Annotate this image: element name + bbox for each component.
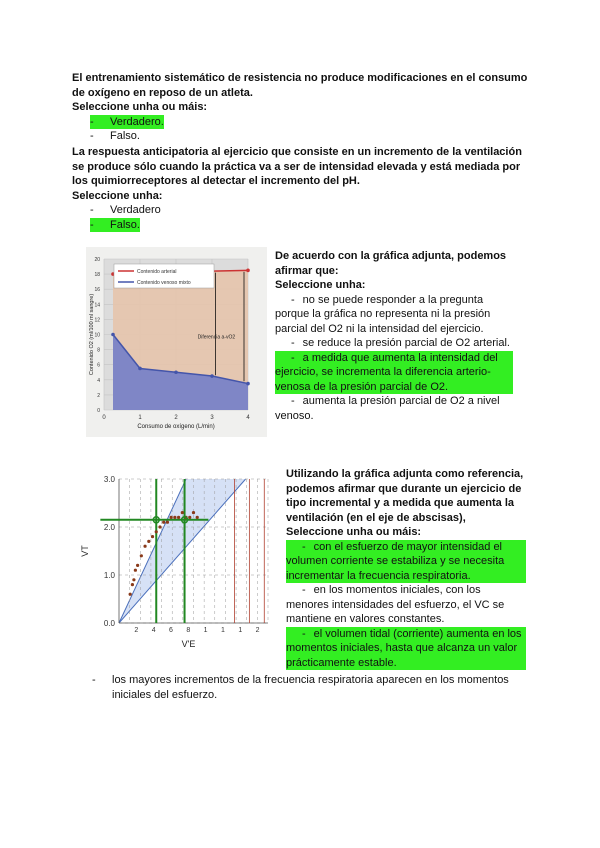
vt-ve-chart <box>74 467 280 657</box>
x-tick-label: 6 <box>169 627 173 634</box>
q4-option-4[interactable]: - los mayores incrementos de la frecuencia respiratoria aparecen en los momentos iniciales del esfuerzo. <box>92 674 509 701</box>
data-point <box>173 516 176 519</box>
question-3 <box>275 249 513 423</box>
o2-content-chart <box>86 247 267 437</box>
avo2-annotation: Diferencia a-vO2 <box>197 334 236 341</box>
y-tick-label: 12 <box>94 317 100 324</box>
x-axis-label: Consumo de oxígeno (L/min) <box>137 424 215 430</box>
data-point <box>170 516 173 519</box>
data-point <box>131 583 134 586</box>
question-2-prompt: Seleccione unha: <box>72 189 163 202</box>
x-tick-label: 0 <box>102 415 106 421</box>
x-tick-label: 4 <box>246 415 250 421</box>
x-tick-label: 8 <box>186 627 191 634</box>
x-tick-label: 1 <box>221 627 225 634</box>
q2-option-2[interactable]: - Falso. <box>90 218 140 231</box>
x-tick-label: 1 <box>138 415 142 421</box>
q3-option-1[interactable]: - no se puede responder a la pregunta porque la gráfica no representa ni la presión parcial del O2 ni la intensidad del ejercicio. <box>275 293 491 335</box>
venous-point <box>246 382 250 386</box>
venous-point <box>138 367 142 371</box>
question-1-prompt: Seleccione unha ou máis: <box>72 101 208 113</box>
question-3-text: De acuerdo con la gráfica adjunta, podemos afirmar que: <box>275 250 507 277</box>
y-tick-label: 8 <box>97 347 100 354</box>
q3-option-4[interactable]: - aumenta la presión parcial de O2 a nivel venoso. <box>275 395 500 422</box>
data-point <box>166 521 169 524</box>
question-1 <box>72 71 532 144</box>
data-point <box>155 530 158 533</box>
data-point <box>192 511 195 514</box>
q3-option-3[interactable]: - a medida que aumenta la intensidad del ejercicio, se incrementa la diferencia arterio-venosa de la presión parcial de O2. <box>275 351 513 395</box>
y-tick-label: 3.0 <box>103 475 115 484</box>
y-tick-label: 4 <box>97 377 100 384</box>
data-point <box>129 593 132 596</box>
y-tick-label: 2 <box>97 392 100 399</box>
data-point <box>162 521 165 524</box>
y-tick-label: 20 <box>94 257 100 263</box>
data-point <box>158 525 161 528</box>
q4-option-2[interactable]: - en los momentos iniciales, con los menores intensidades del esfuerzo, el VC se mantiene en valores constantes. <box>286 584 505 625</box>
x-tick-label: 3 <box>210 415 214 421</box>
x-tick-label: 1 <box>203 627 208 634</box>
x-tick-label: 2 <box>134 627 139 634</box>
data-point <box>188 516 191 519</box>
y-tick-label: 2.0 <box>103 523 115 532</box>
o2-content-chart-svg <box>86 247 267 437</box>
x-tick-label: 4 <box>151 627 156 634</box>
q4-option-1[interactable]: - con el esfuerzo de mayor intensidad el volumen corriente se estabiliza y se necesita incrementar la frecuencia respiratoria. <box>286 540 526 584</box>
venous-point <box>174 370 178 374</box>
q4-option-3[interactable]: - el volumen tidal (corriente) aumenta en los momentos iniciales, hasta que alcanza un valor prácticamente estable. <box>286 627 526 671</box>
data-point <box>151 535 154 538</box>
legend-venous-label: Contenido venoso mixto <box>137 280 191 286</box>
data-point <box>136 564 139 567</box>
y-tick-label: 6 <box>97 362 100 369</box>
x-tick-label: 2 <box>255 627 260 634</box>
y-tick-label: 18 <box>94 272 100 279</box>
y-tick-label: 1.0 <box>103 571 115 580</box>
arterial-point <box>246 269 250 273</box>
y-axis-label: VT <box>80 545 90 557</box>
data-point <box>134 569 137 572</box>
y-tick-label: 10 <box>94 332 100 339</box>
question-3-prompt: Seleccione unha: <box>275 279 366 291</box>
question-4-text: Utilizando la gráfica adjunta como referencia, podemos afirmar que durante un ejercicio de tipo incremental y a medida que aumenta la ventilación (en el eje de abscisas), <box>286 468 524 524</box>
question-1-text: El entrenamiento sistemático de resistencia no produce modificaciones en el consumo de oxígeno en reposo de un atleta. <box>72 72 528 99</box>
x-tick-label: 2 <box>174 415 178 421</box>
venous-point <box>111 333 115 337</box>
y-tick-label: 0.0 <box>103 619 115 628</box>
q1-option-1[interactable]: - Verdadero. <box>90 115 164 128</box>
vt-ve-chart-svg <box>74 467 280 657</box>
q3-option-2[interactable]: - se reduce la presión parcial de O2 arterial. <box>291 337 510 349</box>
data-point <box>140 554 143 557</box>
q1-option-2[interactable]: - Falso. <box>90 130 140 142</box>
x-tick-label: 1 <box>238 627 243 634</box>
question-4-prompt: Seleccione unha ou máis: <box>286 526 422 538</box>
y-axis-label: Contenido O2 (ml/100 ml sangre) <box>89 293 95 376</box>
y-tick-label: 16 <box>94 287 100 294</box>
data-point <box>132 578 135 581</box>
data-point <box>147 540 150 543</box>
data-point <box>181 511 184 514</box>
question-2 <box>72 145 537 232</box>
data-point <box>143 545 146 548</box>
data-point <box>177 516 180 519</box>
y-tick-label: 0 <box>97 408 100 414</box>
question-2-text: La respuesta anticipatoria al ejercicio que consiste en un incremento de la ventilación se produce sólo cuando la práctica va a ser de intensidad elevada y está mediada por los quimiorreceptores al detectar el incremento del pH. <box>72 146 522 187</box>
y-tick-label: 14 <box>94 302 100 309</box>
data-point <box>196 516 199 519</box>
q2-option-1[interactable]: - Verdadero <box>90 204 161 216</box>
question-4 <box>286 467 526 670</box>
legend-arterial-label: Contenido arterial <box>137 269 177 275</box>
x-axis-label: V'E <box>181 639 196 649</box>
venous-point <box>210 374 214 378</box>
